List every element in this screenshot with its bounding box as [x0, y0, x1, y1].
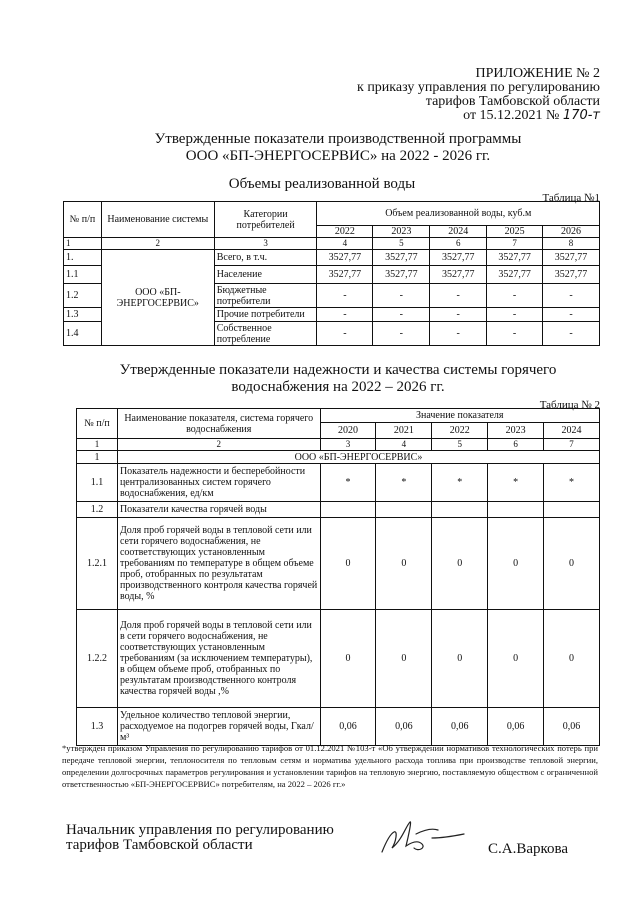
year-header: 2022 [432, 423, 488, 439]
table2-caption: Таблица № 2 [539, 399, 600, 411]
document-title: Утвержденные показатели производственной программы ООО «БП-ЭНЕРГОСЕРВИС» на 2022 - 2026 гг. [154, 131, 522, 164]
index-row: 1 2 3 4 5 6 7 8 [64, 238, 600, 250]
table-row: 1.3 Прочие потребители - - - - - [64, 308, 600, 322]
table-row: 1.2.1 Доля проб горячей воды в тепловой сети или сети горячего водоснабжения, не соответствующих установленным требованиям по температуре в общем объеме проб, отобранных по результатам производственного контроля качества горячей воды, % 0 0 0 0 0 [77, 518, 600, 610]
table-row: 1.2 Бюджетные потребители - - - - - [64, 284, 600, 308]
col-header-indicator: Наименование показателя, система горячего водоснабжения [117, 409, 320, 439]
table-row: 1.2 Показатели качества горячей воды [77, 502, 600, 518]
appendix-header [357, 67, 600, 123]
col-header-num: № п/п [64, 202, 102, 238]
year-header: 2021 [376, 423, 432, 439]
system-name: ООО «БП-ЭНЕРГОСЕРВИС» [101, 250, 214, 346]
order-date: от 15.12.2021 № 170-т [463, 108, 600, 123]
col-header-category: Категории потребителей [214, 202, 317, 238]
year-header: 2022 [317, 226, 373, 238]
appendix-title: ПРИЛОЖЕНИЕ № 2 [475, 66, 600, 81]
col-header-system: Наименование системы [101, 202, 214, 238]
year-header: 2024 [544, 423, 600, 439]
year-header: 2023 [488, 423, 544, 439]
table-row: 1.3 Удельное количество тепловой энергии, расходуемое на подогрев горячей воды, Гкал/м³ 0,06 0,06 0,06 0,06 0,06 [77, 708, 600, 746]
table-row: 1.1 Показатель надежности и бесперебойности централизованных систем горячего водоснабжения, ед/км * * * * * [77, 464, 600, 502]
col-header-num: № п/п [77, 409, 118, 439]
index-row: 1 2 3 4 5 6 7 [77, 439, 600, 451]
signatory-position: Начальник управления по регулированию тарифов Тамбовской области [66, 822, 334, 853]
table-row: 1.2.2 Доля проб горячей воды в тепловой сети или в сети горячего водоснабжения, не соответствующих установленным требованиям (за исключением температуры), в общем объеме проб, отобранных по результатам производственного контроля качества горячей воды ,% 0 0 0 0 0 [77, 610, 600, 708]
year-header: 2025 [487, 226, 543, 238]
year-header: 2024 [430, 226, 487, 238]
section2-title: Утвержденные показатели надежности и качества системы горячего водоснабжения на 2022 – 2026 гг. [119, 362, 557, 395]
water-volume-table [63, 201, 600, 346]
table-row: 1.4 Собственное потребление - - - - - [64, 322, 600, 346]
order-authority: тарифов Тамбовской области [425, 94, 600, 109]
order-reference: к приказу управления по регулированию [357, 80, 600, 95]
table1-caption: Таблица №1 [542, 192, 600, 204]
year-header: 2023 [373, 226, 430, 238]
col-header-volume: Объем реализованной воды, куб.м [317, 202, 600, 226]
handwritten-order-number: 170-т [562, 108, 600, 123]
footnote: *утвержден приказом Управления по регулированию тарифов от 01.12.2021 №103-т «Об утверждении нормативов технологических потерь при передаче тепловой энергии, теплоносителя по тепловым сетям и норматива удельного расхода топлива при производстве тепловой энергии, определении долгосрочных параметров регулирования и установлении тарифов на тепловую энергию, поставляемую обществом с ограниченной ответственностью «БП-ЭНЕРГОСЕРВИС» потребителям, на 2022 – 2026 гг.» [62, 743, 598, 789]
org-name: ООО «БП-ЭНЕРГОСЕРВИС» [117, 451, 599, 464]
signatory-name: С.А.Варкова [488, 841, 569, 857]
table-row: 1.1 Население 3527,77 3527,77 3527,77 3527,77 3527,77 [64, 266, 600, 284]
table-row: 1. ООО «БП-ЭНЕРГОСЕРВИС» Всего, в т.ч. 3527,77 3527,77 3527,77 3527,77 3527,77 [64, 250, 600, 266]
org-row: 1 ООО «БП-ЭНЕРГОСЕРВИС» [77, 451, 600, 464]
col-header-value: Значение показателя [320, 409, 599, 423]
table1-subtitle: Объемы реализованной воды [228, 176, 416, 192]
year-header: 2026 [543, 226, 600, 238]
handwritten-signature [372, 812, 472, 862]
reliability-quality-table [76, 408, 600, 746]
year-header: 2020 [320, 423, 376, 439]
